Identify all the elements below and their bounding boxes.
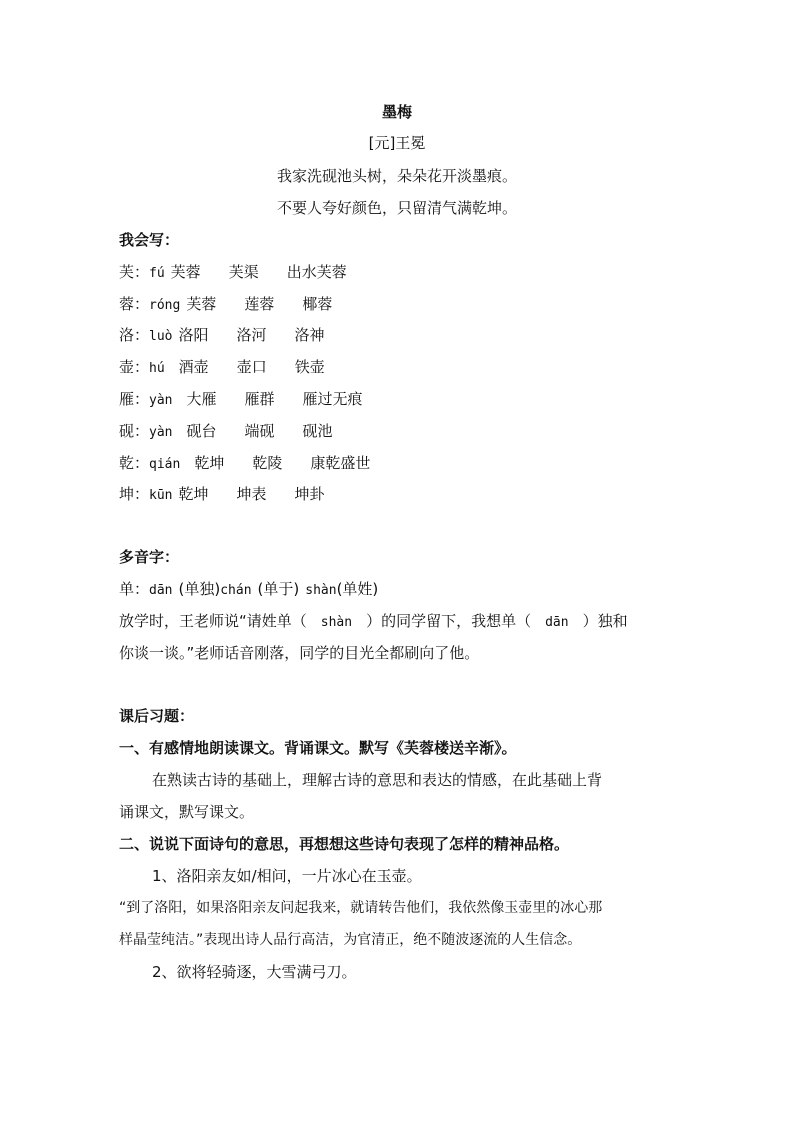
writing-item [119,325,679,347]
writing-char: 壶： [119,358,150,376]
writing-item [119,484,679,506]
writing-char: 雁： [119,390,150,408]
writing-word: 乾坤 [194,454,225,472]
question-2-item-1: 1、洛阳亲友如/相问，一片冰心在玉壶。 [152,867,422,885]
writing-word: 壶口 [236,358,267,376]
polyphone-word: (单姓) [336,580,379,598]
polyphone-sentence-2: 你谈一谈。”老师话音刚落，同学的目光全都刷向了他。 [119,644,480,662]
writing-word: 洛阳 [178,326,209,344]
sentence-pinyin: shàn [320,615,353,630]
writing-word: 酒壶 [178,358,209,376]
poem-title: 墨梅 [381,103,412,121]
sentence-text: ）的同学留下，我想单（ [366,612,532,630]
writing-word: 芙蓉 [186,295,217,313]
question-2-item-1-answer-line-2: 样晶莹纯洁。”表现出诗人品行高洁，为官清正，绝不随波逐流的人生信念。 [119,932,582,948]
writing-word: 康乾盛世 [310,454,371,472]
polyphone-char: 单： [119,580,150,598]
writing-char: 坤： [119,485,150,503]
polyphone-heading: 多音字： [119,548,180,566]
writing-item [119,294,679,316]
writing-pinyin: qián [149,457,181,472]
writing-char: 蓉： [119,295,150,313]
polyphone-readings [119,579,679,601]
sentence-text: 放学时，王老师说“请姓单（ [119,612,307,630]
writing-pinyin: róng [149,298,181,313]
writing-pinyin: yàn [149,393,173,408]
writing-word: 椰蓉 [302,295,333,313]
polyphone-pinyin: chán [220,583,252,598]
writing-pinyin: fú [149,266,165,281]
question-1-title: 一、有感情地朗读课文。背诵课文。默写《芙蓉楼送辛渐》。 [119,739,517,757]
poem-line-1: 我家洗砚池头树，朵朵花开淡墨痕。 [276,167,517,185]
writing-item [119,453,679,475]
writing-pinyin: hú [149,361,165,376]
writing-heading: 我会写： [119,231,180,249]
question-1-answer-line-1: 在熟读古诗的基础上，理解古诗的意思和表达的情感，在此基础上背 [152,771,603,789]
question-2-item-2: 2、欲将轻骑逐，大雪满弓刀。 [152,963,357,981]
writing-pinyin: yàn [149,425,173,440]
writing-item [119,262,679,284]
writing-pinyin: luò [149,329,173,344]
writing-word: 雁过无痕 [302,390,363,408]
writing-char: 芙： [119,263,150,281]
polyphone-sentence-1 [119,611,679,633]
writing-char: 乾： [119,454,150,472]
poem-line-2: 不要人夸好颜色，只留清气满乾坤。 [276,199,517,217]
polyphone-pinyin: dān [149,583,173,598]
writing-word: 洛河 [236,326,267,344]
writing-word: 芙渠 [228,263,259,281]
poem-author: [元]王冕 [368,134,426,152]
writing-word: 雁群 [244,390,275,408]
writing-word: 砚池 [302,422,333,440]
writing-char: 洛： [119,326,150,344]
writing-word: 乾坤 [178,485,209,503]
sentence-pinyin: dān [545,615,569,630]
polyphone-pinyin: shàn [305,583,337,598]
sentence-text: ）独和 [582,612,628,630]
writing-item [119,389,679,411]
writing-item [119,357,679,379]
question-2-title: 二、说说下面诗句的意思，再想想这些诗句表现了怎样的精神品格。 [119,835,570,853]
writing-word: 芙蓉 [170,263,201,281]
writing-word: 端砚 [244,422,275,440]
question-2-item-1-answer-line-1: “到了洛阳，如果洛阳亲友问起我来，就请转告他们，我依然像玉壶里的冰心那 [119,900,603,916]
writing-item [119,421,679,443]
writing-word: 坤表 [236,485,267,503]
writing-word: 坤卦 [294,485,325,503]
writing-pinyin: kūn [149,488,173,503]
writing-word: 铁壶 [294,358,325,376]
exercises-heading: 课后习题： [119,707,195,725]
polyphone-word: (单于) [257,580,300,598]
question-1-answer-line-2: 诵课文，默写课文。 [119,803,255,821]
writing-word: 洛神 [294,326,325,344]
writing-word: 大雁 [186,390,217,408]
writing-word: 出水芙蓉 [286,263,347,281]
writing-word: 莲蓉 [244,295,275,313]
writing-word: 砚台 [186,422,217,440]
polyphone-word: (单独) [178,580,221,598]
writing-char: 砚： [119,422,150,440]
writing-word: 乾陵 [252,454,283,472]
